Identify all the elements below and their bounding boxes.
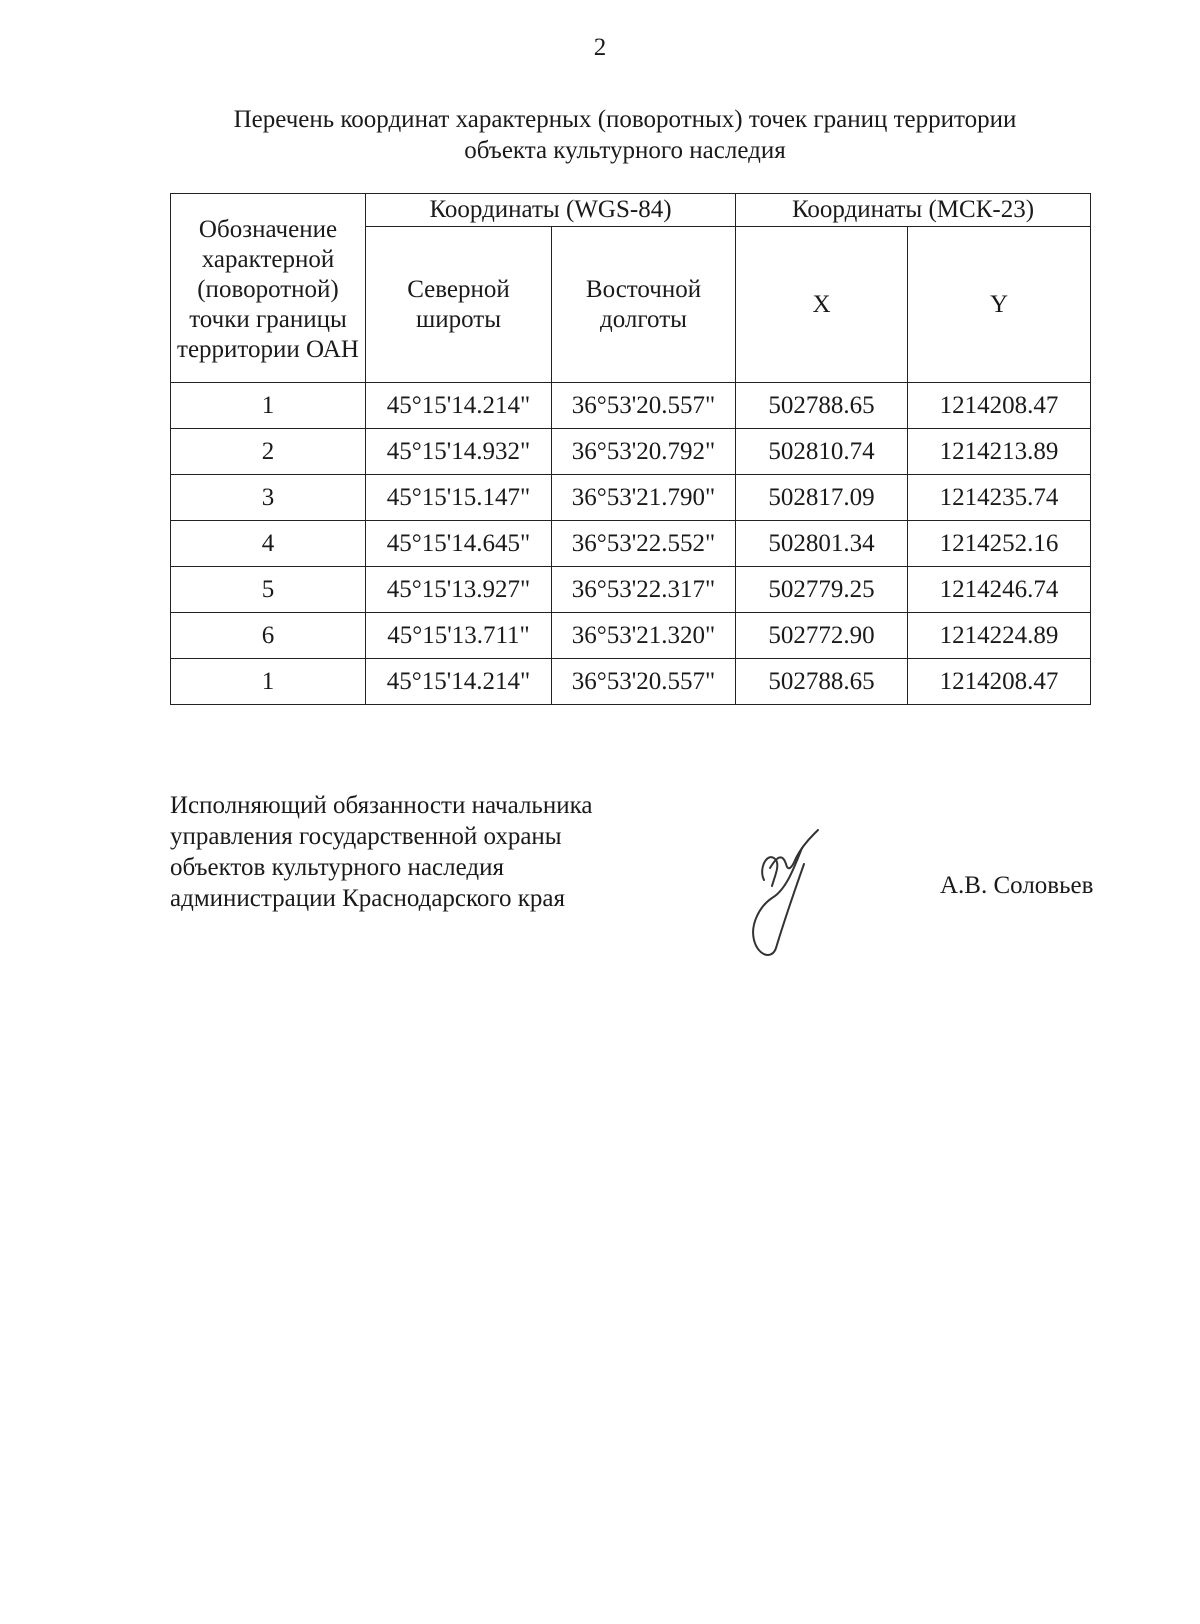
page-number: 2 (593, 34, 607, 61)
cell-point: 6 (171, 613, 366, 659)
table-row (171, 659, 1091, 705)
cell-latitude: 45°15'14.214" (366, 383, 552, 429)
cell-y: 1214224.89 (908, 613, 1091, 659)
cell-y: 1214235.74 (908, 475, 1091, 521)
title-line-1: Перечень координат характерных (поворотных) точек границ территории (233, 106, 1017, 133)
cell-point: 4 (171, 521, 366, 567)
handwritten-signature (742, 828, 842, 963)
header-latitude: Северной широты (366, 227, 552, 383)
cell-y: 1214213.89 (908, 429, 1091, 475)
cell-x: 502788.65 (736, 659, 908, 705)
cell-x: 502779.25 (736, 567, 908, 613)
position-line: Исполняющий обязанности начальника (170, 792, 593, 819)
cell-latitude: 45°15'13.711" (366, 613, 552, 659)
coordinates-table (170, 193, 1091, 705)
table-row (171, 521, 1091, 567)
cell-y: 1214208.47 (908, 659, 1091, 705)
table-row (171, 567, 1091, 613)
cell-y: 1214208.47 (908, 383, 1091, 429)
cell-latitude: 45°15'14.214" (366, 659, 552, 705)
cell-longitude: 36°53'22.552" (552, 521, 736, 567)
cell-point: 2 (171, 429, 366, 475)
cell-latitude: 45°15'14.932" (366, 429, 552, 475)
cell-y: 1214252.16 (908, 521, 1091, 567)
cell-point: 5 (171, 567, 366, 613)
cell-x: 502810.74 (736, 429, 908, 475)
table-row (171, 613, 1091, 659)
cell-x: 502772.90 (736, 613, 908, 659)
signatory-position (170, 790, 592, 914)
cell-y: 1214246.74 (908, 567, 1091, 613)
title-line-2: объекта культурного наследия (464, 137, 786, 164)
cell-x: 502788.65 (736, 383, 908, 429)
position-line: объектов культурного наследия (170, 854, 504, 881)
header-longitude: Восточной долготы (552, 227, 736, 383)
header-wgs84: Координаты (WGS-84) (366, 194, 736, 227)
position-line: администрации Краснодарского края (170, 885, 566, 912)
cell-x: 502817.09 (736, 475, 908, 521)
cell-point: 1 (171, 659, 366, 705)
header-point-designation: Обозначение характерной (поворотной) точки границы территории ОАН (171, 194, 366, 383)
position-line: управления государственной охраны (170, 823, 562, 850)
cell-latitude: 45°15'15.147" (366, 475, 552, 521)
cell-longitude: 36°53'21.790" (552, 475, 736, 521)
cell-longitude: 36°53'22.317" (552, 567, 736, 613)
cell-point: 3 (171, 475, 366, 521)
document-title (150, 104, 1100, 166)
cell-latitude: 45°15'14.645" (366, 521, 552, 567)
cell-longitude: 36°53'20.557" (552, 383, 736, 429)
header-msk23: Координаты (МСК-23) (736, 194, 1091, 227)
header-x: X (736, 227, 908, 383)
table-row (171, 383, 1091, 429)
table-row (171, 475, 1091, 521)
cell-x: 502801.34 (736, 521, 908, 567)
cell-longitude: 36°53'20.557" (552, 659, 736, 705)
cell-longitude: 36°53'20.792" (552, 429, 736, 475)
cell-longitude: 36°53'21.320" (552, 613, 736, 659)
header-y: Y (908, 227, 1091, 383)
cell-point: 1 (171, 383, 366, 429)
cell-latitude: 45°15'13.927" (366, 567, 552, 613)
table-row (171, 429, 1091, 475)
signatory-name: А.В. Соловьев (940, 872, 1094, 899)
